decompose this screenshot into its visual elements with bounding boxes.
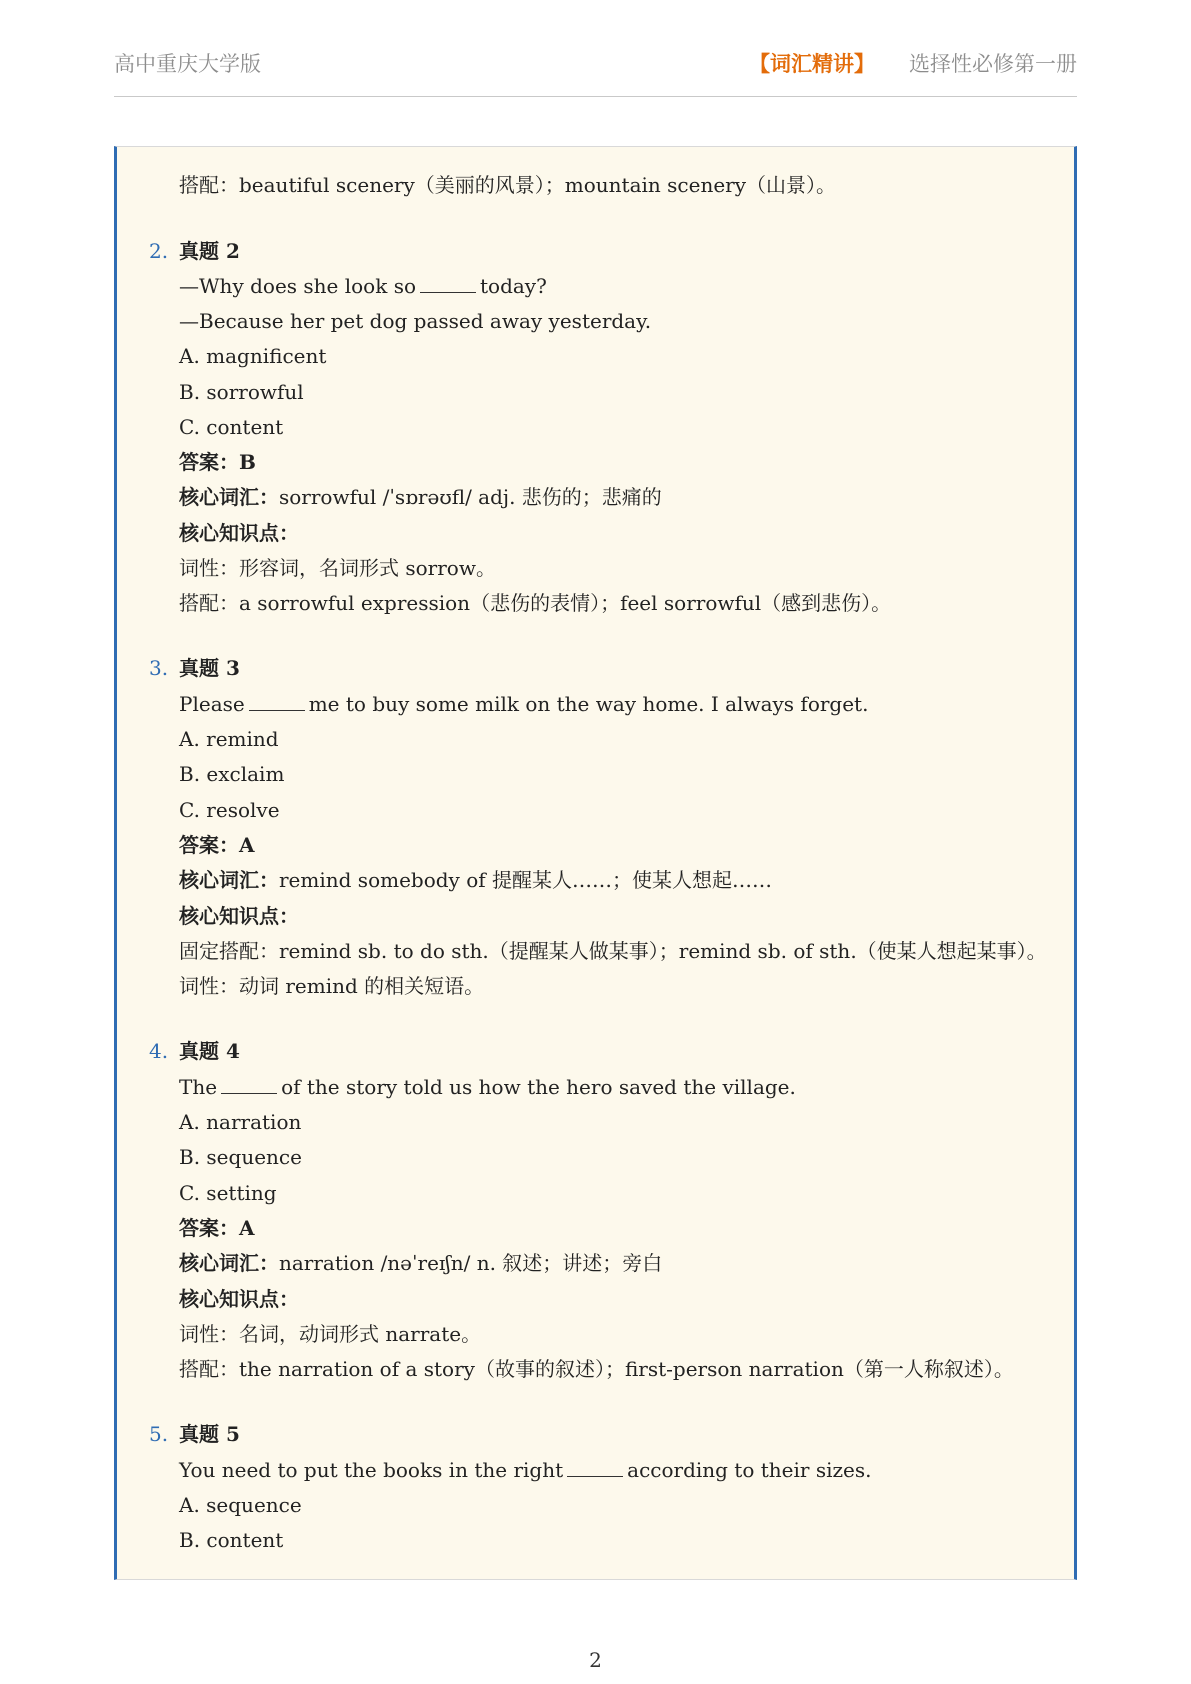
content-box xyxy=(114,146,1077,1580)
note-line: 搭配：a sorrowful expression（悲伤的表情）；feel sorrowful（感到悲伤）。 xyxy=(179,591,892,615)
question-stem: Please me to buy some milk on the way home. I always forget. xyxy=(179,692,869,716)
option: A. sequence xyxy=(179,1493,302,1517)
collocation-line: 搭配：beautiful scenery（美丽的风景）；mountain scenery（山景）。 xyxy=(179,173,837,197)
option: A. magnificent xyxy=(179,344,327,368)
note-line: 固定搭配：remind sb. to do sth.（提醒某人做某事）；remind sb. of sth.（使某人想起某事）。 xyxy=(179,939,1047,963)
question-title: 真题 4 xyxy=(179,1039,240,1063)
option: C. setting xyxy=(179,1181,277,1205)
note-line: 搭配：the narration of a story（故事的叙述）；first-person narration（第一人称叙述）。 xyxy=(179,1357,1014,1381)
question-stem: You need to put the books in the right according to their sizes. xyxy=(179,1458,872,1482)
answer-line: 答案：B xyxy=(179,450,256,474)
section-info xyxy=(749,48,1077,78)
core-vocab-line: 核心词汇：sorrowful /ˈsɒrəʊfl/ adj. 悲伤的；悲痛的 xyxy=(179,485,662,509)
answer-blank xyxy=(567,1458,623,1477)
book-title: 高中重庆大学版 xyxy=(114,52,261,76)
knowledge-points-label: 核心知识点： xyxy=(179,521,299,545)
page-number: 2 xyxy=(589,1648,602,1672)
option: A. narration xyxy=(179,1110,302,1134)
core-vocab-line: 核心词汇：narration /nəˈreɪʃn/ n. 叙述；讲述；旁白 xyxy=(179,1251,663,1275)
question-title: 真题 2 xyxy=(179,239,240,263)
question-title: 真题 3 xyxy=(179,656,240,680)
volume-label: 选择性必修第一册 xyxy=(909,52,1077,76)
section-tag: 【词汇精讲】 xyxy=(749,52,875,76)
question-number: 5. xyxy=(149,1422,169,1446)
knowledge-points-label: 核心知识点： xyxy=(179,904,299,928)
page-header xyxy=(114,44,1077,97)
question-number: 3. xyxy=(149,656,169,680)
answer-blank xyxy=(420,274,476,293)
note-line: 词性：动词 remind 的相关短语。 xyxy=(179,974,485,998)
question-stem: The of the story told us how the hero saved the village. xyxy=(179,1075,796,1099)
option: B. exclaim xyxy=(179,762,285,786)
answer-line: 答案：A xyxy=(179,833,255,857)
question-title: 真题 5 xyxy=(179,1422,240,1446)
note-line: 词性：形容词，名词形式 sorrow。 xyxy=(179,556,496,580)
option: C. resolve xyxy=(179,798,280,822)
knowledge-points-label: 核心知识点： xyxy=(179,1287,299,1311)
question-stem: —Why does she look so today? xyxy=(179,274,547,298)
question-number: 4. xyxy=(149,1039,169,1063)
option: B. sorrowful xyxy=(179,380,304,404)
question-number: 2. xyxy=(149,239,169,263)
option: A. remind xyxy=(179,727,279,751)
answer-blank xyxy=(249,692,305,711)
core-vocab-line: 核心词汇：remind somebody of 提醒某人……；使某人想起…… xyxy=(179,868,773,892)
option: B. content xyxy=(179,1528,284,1552)
option: C. content xyxy=(179,415,284,439)
note-line: 词性：名词，动词形式 narrate。 xyxy=(179,1322,482,1346)
question-stem: —Because her pet dog passed away yesterday. xyxy=(179,309,652,333)
answer-line: 答案：A xyxy=(179,1216,255,1240)
option: B. sequence xyxy=(179,1145,302,1169)
answer-blank xyxy=(221,1075,277,1094)
